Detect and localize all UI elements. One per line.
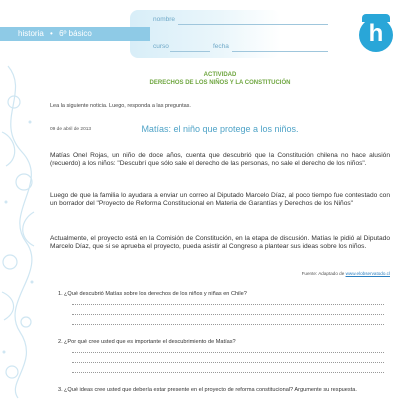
answer-line[interactable] bbox=[72, 304, 384, 305]
date-label: fecha bbox=[213, 43, 229, 50]
activity-label: ACTIVIDAD bbox=[203, 72, 237, 78]
instructions: Lea la siguiente noticia. Luego, responda a las preguntas. bbox=[50, 103, 191, 109]
course-label: curso bbox=[153, 43, 169, 50]
logo: h bbox=[359, 18, 393, 52]
news-paragraph-1: Matías Onel Rojas, un niño de doce años, cuenta que descubrió que la Constitución chilena no hace alusión (recuerdo) a los niños: "Descubrí que sólo sale el derecho de las personas, no sale el derecho de los niños". bbox=[50, 152, 390, 168]
question-number: 2. bbox=[58, 339, 63, 345]
question-2 bbox=[58, 339, 384, 345]
source-note bbox=[302, 271, 390, 276]
header bbox=[0, 0, 400, 62]
subject-label: historia bbox=[18, 29, 44, 38]
course-field[interactable] bbox=[170, 51, 210, 52]
left-ornament bbox=[0, 62, 42, 400]
question-number: 3. bbox=[58, 387, 63, 393]
question-number: 1. bbox=[58, 291, 63, 297]
separator-dot: • bbox=[50, 29, 53, 38]
news-paragraph-3: Actualmente, el proyecto está en la Comisión de Constitución, en la etapa de discusión. Matías le pidió al Diputado Marcelo Díaz, que si se aprueba el proyecto, pueda asistir al Congreso a plantear sus ideas sobre los niños. bbox=[50, 235, 390, 251]
source-label: Fuente: Adaptado de bbox=[301, 271, 345, 276]
answer-line[interactable] bbox=[72, 362, 384, 363]
answer-line[interactable] bbox=[72, 372, 384, 373]
news-paragraph-2: Luego de que la familia lo ayudara a enviar un correo al Diputado Marcelo Díaz, al poco tiempo fue contestado con un borrador del "Proyecto de Reforma Constitucional en Materia de Garantías y Derechos de los Niños" bbox=[50, 192, 390, 208]
grade-label: 6º básico bbox=[59, 29, 92, 38]
answer-line[interactable] bbox=[72, 352, 384, 353]
name-label: nombre bbox=[153, 16, 176, 23]
news-date: 09 de abril de 2013 bbox=[50, 127, 92, 132]
answer-line[interactable] bbox=[72, 324, 384, 325]
name-field[interactable] bbox=[178, 24, 328, 25]
activity-topic: DERECHOS DE LOS NIÑOS Y LA CONSTITUCIÓN bbox=[149, 80, 291, 86]
question-3 bbox=[58, 387, 384, 393]
question-text: ¿Qué ideas cree usted que debería estar presente en el proyecto de reforma constitucional? Argumente su respuesta. bbox=[64, 387, 357, 393]
news-title: Matías: el niño que protege a los niños. bbox=[141, 124, 299, 134]
question-text: ¿Por qué cree usted que es importante el descubrimiento de Matías? bbox=[64, 339, 236, 345]
source-link[interactable]: www.elobservatodo.cl bbox=[345, 271, 390, 276]
answer-line[interactable] bbox=[72, 314, 384, 315]
question-1 bbox=[58, 291, 384, 297]
subject-bar bbox=[0, 27, 150, 41]
question-text: ¿Qué descubrió Matías sobre los derechos de los niños y niñas en Chile? bbox=[64, 291, 247, 297]
date-field[interactable] bbox=[232, 51, 328, 52]
